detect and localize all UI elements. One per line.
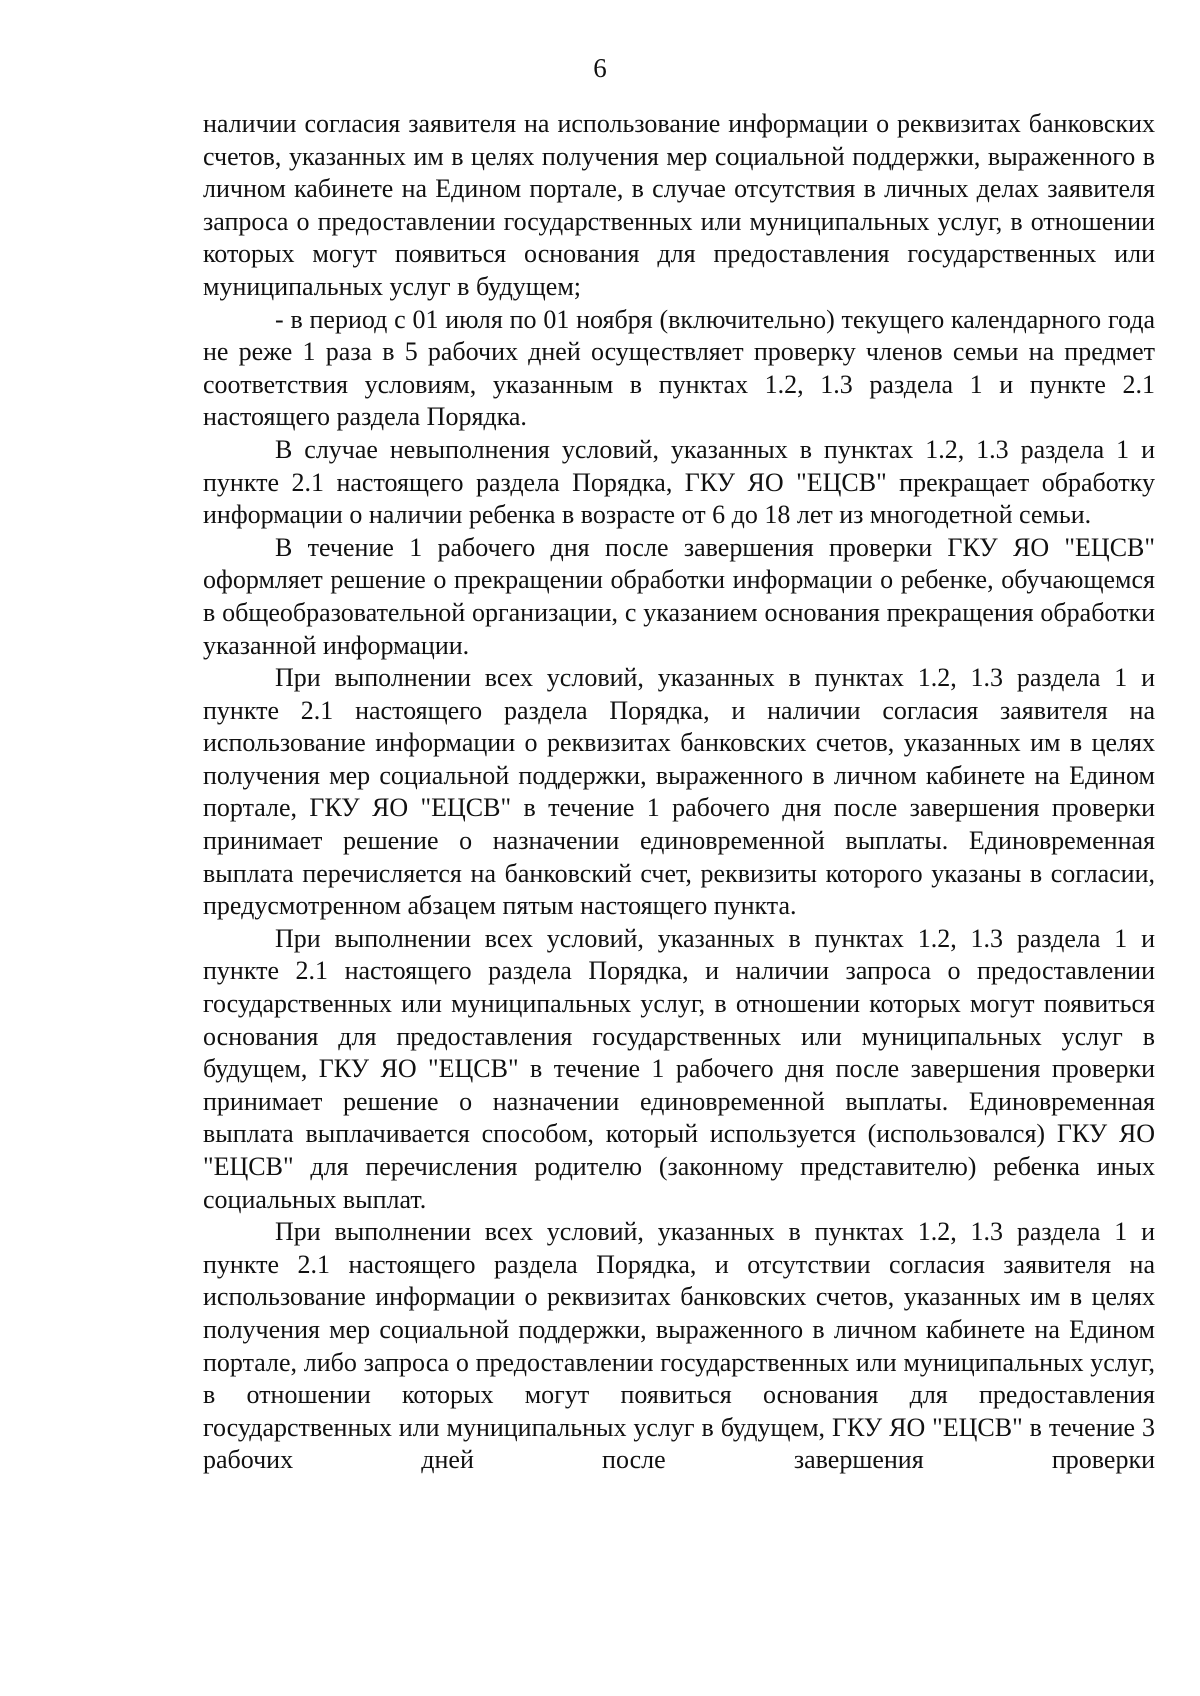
paragraph-conditions-not-met: В случае невыполнения условий, указанных в пунктах 1.2, 1.3 раздела 1 и пункте 2.1 настоящего раздела Порядка, ГКУ ЯО "ЕЦСВ" прекращает обработку информации о наличии ребенка в возрасте от 6 до 18 лет из многодетной семьи. [203, 434, 1155, 530]
page-number: 6 [593, 53, 607, 83]
paragraph-payment-with-request: При выполнении всех условий, указанных в пунктах 1.2, 1.3 раздела 1 и пункте 2.1 настоящего раздела Порядка, и наличии запроса о предоставлении государственных или муниципальных услуг, в отношении которых могут появиться основания для предоставления государственных или муниципальных услуг в будущем, ГКУ ЯО "ЕЦСВ" в течение 1 рабочего дня после завершения проверки принимает решение о назначении единовременной выплаты. Единовременная выплата выплачивается способом, который используется (использовался) ГКУ ЯО "ЕЦСВ" для перечисления родителю (законному представителю) ребенка иных социальных выплат. [203, 923, 1155, 1214]
paragraph-check-period: - в период с 01 июля по 01 ноября (включительно) текущего календарного года не реже 1 раза в 5 рабочих дней осуществляет проверку членов семьи на предмет соответствия условиям, указанным в пунктах 1.2, 1.3 раздела 1 и пункте 2.1 настоящего раздела Порядка. [203, 304, 1155, 432]
paragraph-payment-without-consent: При выполнении всех условий, указанных в пунктах 1.2, 1.3 раздела 1 и пункте 2.1 настоящего раздела Порядка, и отсутствии согласия заявителя на использование информации о реквизитах банковских счетов, указанных им в целях получения мер социальной поддержки, выраженного в личном кабинете на Едином портале, либо запроса о предоставлении государственных или муниципальных услуг, в отношении которых могут появиться основания для предоставления государственных или муниципальных услуг в будущем, ГКУ ЯО "ЕЦСВ" в течение 3 рабочих дней после завершения проверки [203, 1217, 1155, 1475]
paragraph-termination-decision: В течение 1 рабочего дня после завершения проверки ГКУ ЯО "ЕЦСВ" оформляет решение о прекращении обработки информации о ребенке, обучающемся в общеобразовательной организации, с указанием основания прекращения обработки указанной информации. [203, 532, 1155, 660]
paragraph-continuation: наличии согласия заявителя на использование информации о реквизитах банковских счетов, указанных им в целях получения мер социальной поддержки, выраженного в личном кабинете на Едином портале, в случае отсутствия в личных делах заявителя запроса о предоставлении государственных или муниципальных услуг, в отношении которых могут появиться основания для предоставления государственных или муниципальных услуг в будущем; [203, 109, 1155, 301]
paragraph-payment-with-consent: При выполнении всех условий, указанных в пунктах 1.2, 1.3 раздела 1 и пункте 2.1 настоящего раздела Порядка, и наличии согласия заявителя на использование информации о реквизитах банковских счетов, указанных им в целях получения мер социальной поддержки, выраженного в личном кабинете на Едином портале, ГКУ ЯО "ЕЦСВ" в течение 1 рабочего дня после завершения проверки принимает решение о назначении единовременной выплаты. Единовременная выплата перечисляется на банковский счет, реквизиты которого указаны в согласии, предусмотренном абзацем пятым настоящего пункта. [203, 663, 1155, 921]
document-body [203, 108, 1155, 1477]
